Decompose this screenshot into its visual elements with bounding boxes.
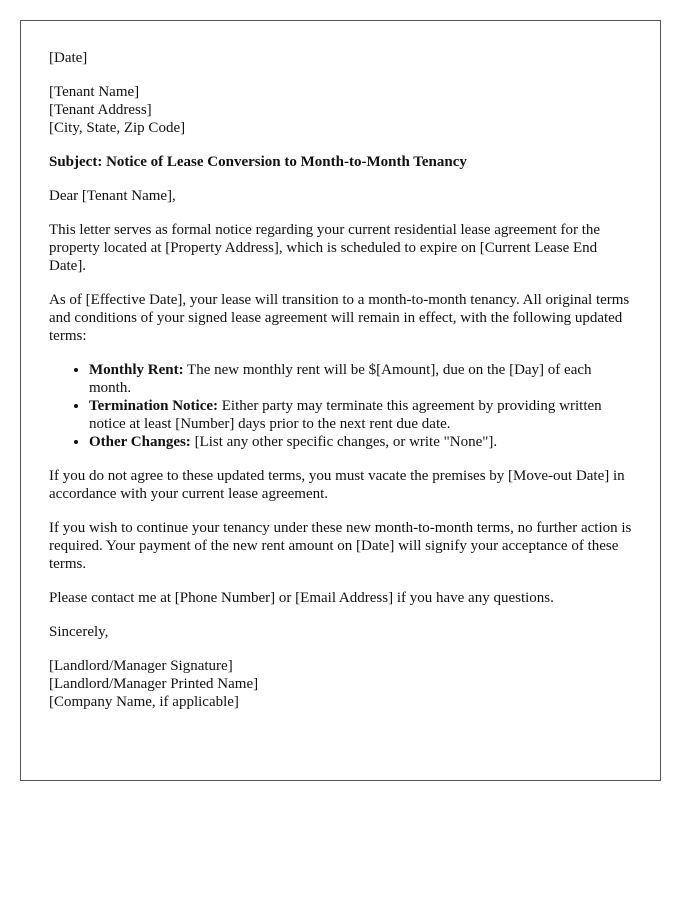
company-name: [Company Name, if applicable] (49, 694, 239, 710)
term-label: Other Changes: (89, 434, 191, 450)
term-text: The new monthly rent will be $[Amount], due on the [Day] of each month. (89, 362, 592, 396)
term-item-monthly-rent (89, 361, 632, 397)
recipient-block (49, 83, 632, 137)
term-text: [List any other specific changes, or write "None"]. (190, 434, 498, 450)
signature-block (49, 657, 632, 711)
tenant-city-state-zip: [City, State, Zip Code] (49, 120, 186, 136)
letter-subject: Subject: Notice of Lease Conversion to Month-to-Month Tenancy (49, 154, 467, 170)
tenant-name: [Tenant Name] (49, 84, 140, 100)
salutation: Dear [Tenant Name], (49, 188, 176, 204)
tenant-address: [Tenant Address] (49, 102, 152, 118)
updated-terms-list (49, 361, 632, 451)
printed-name: [Landlord/Manager Printed Name] (49, 676, 259, 692)
body-paragraph-3: If you do not agree to these updated terms, you must vacate the premises by [Move-out Date] in accordance with your current lease agreement. (49, 468, 625, 502)
term-label: Termination Notice: (89, 398, 219, 414)
letter-date: [Date] (49, 50, 88, 66)
closing: Sincerely, (49, 624, 109, 640)
body-paragraph-1: This letter serves as formal notice regarding your current residential lease agreement for the property located at [Property Address], which is scheduled to expire on [Current Lease End Date]. (49, 222, 601, 274)
term-item-other-changes (89, 433, 632, 451)
body-paragraph-2: As of [Effective Date], your lease will transition to a month-to-month tenancy. All original terms and conditions of your signed lease agreement will remain in effect, with the following updated terms: (49, 292, 630, 344)
letter-page (20, 20, 661, 781)
body-paragraph-4: If you wish to continue your tenancy under these new month-to-month terms, no further action is required. Your payment of the new rent amount on [Date] will signify your acceptance of these terms. (49, 520, 632, 572)
term-label: Monthly Rent: (89, 362, 184, 378)
signature-line: [Landlord/Manager Signature] (49, 658, 233, 674)
term-text: Either party may terminate this agreement by providing written notice at least [Number] days prior to the next rent due date. (89, 398, 602, 432)
term-item-termination-notice (89, 397, 632, 433)
body-paragraph-5: Please contact me at [Phone Number] or [Email Address] if you have any questions. (49, 590, 554, 606)
